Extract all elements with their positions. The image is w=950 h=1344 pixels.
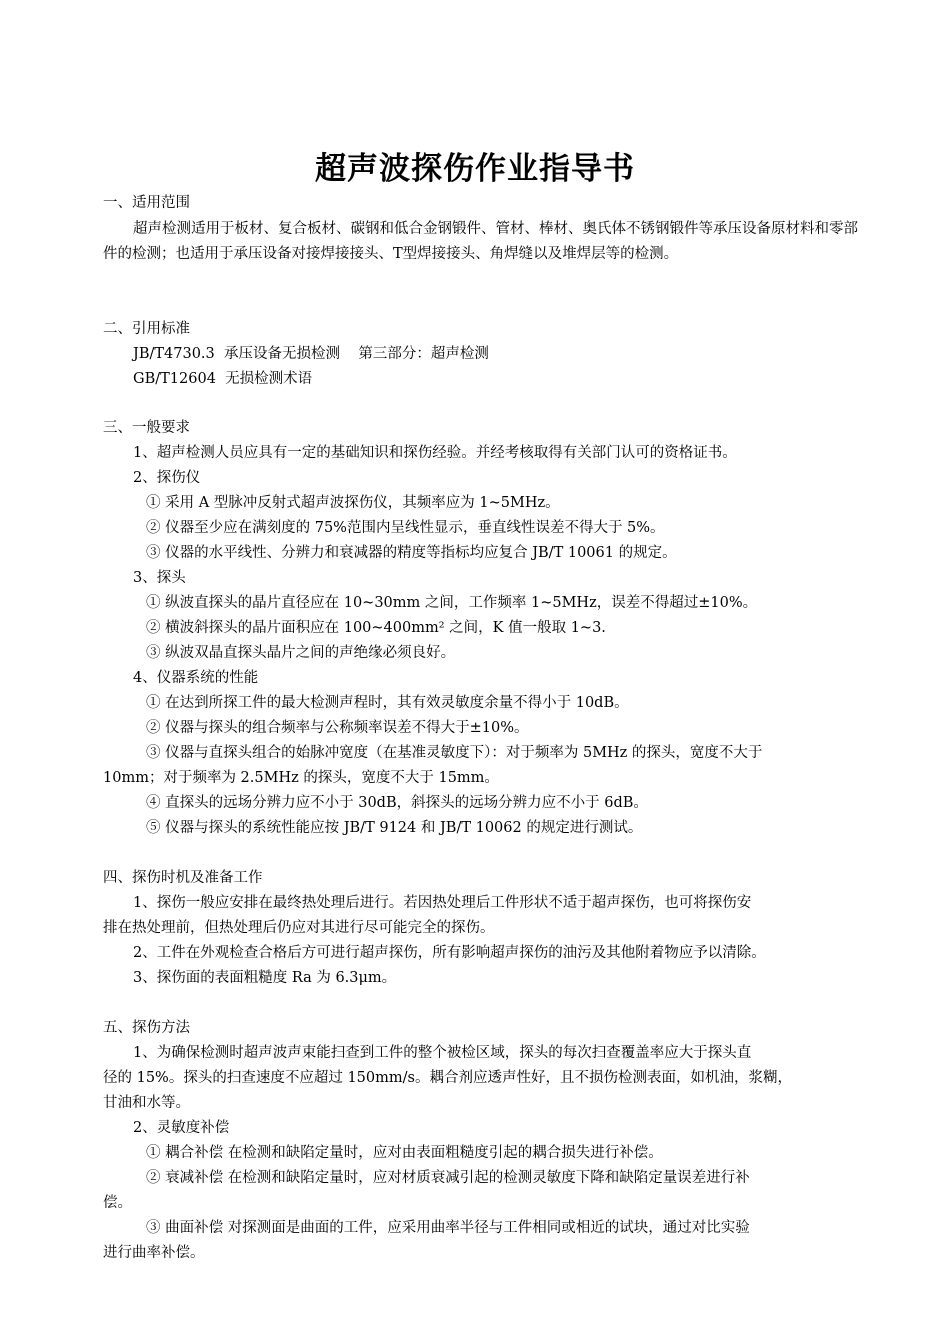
- sub-item: ③ 曲面补偿 对探测面是曲面的工件，应采用曲率半径与工件相同或相近的试块，通过对比实验: [146, 1220, 750, 1236]
- list-item: 1、探伤一般应安排在最终热处理后进行。若因热处理后工件形状不适于超声探伤，也可将探伤安: [133, 895, 752, 911]
- sub-item: ③ 纵波双晶直探头晶片之间的声绝缘必须良好。: [146, 645, 456, 661]
- list-item: 3、探头: [133, 570, 186, 586]
- list-item: 2、探伤仪: [133, 470, 201, 486]
- section-1-heading: 一、适用范围: [103, 195, 190, 211]
- sub-item: ① 纵波直探头的晶片直径应在 10~30mm 之间，工作频率 1~5MHz，误差不得超过±10%。: [146, 595, 758, 611]
- list-item: 1、为确保检测时超声波声束能扫查到工件的整个被检区域，探头的每次扫查覆盖率应大于探头直: [133, 1045, 752, 1061]
- list-item: 2、工件在外观检查合格后方可进行超声探伤，所有影响超声探伤的油污及其他附着物应予以清除。: [133, 945, 766, 961]
- standard-item: JB/T4730.3 承压设备无损检测 第三部分：超声检测: [133, 346, 489, 362]
- sub-item-continuation: 进行曲率补偿。: [103, 1245, 205, 1261]
- sub-item-continuation: 10mm；对于频率为 2.5MHz 的探头，宽度不大于 15mm。: [103, 770, 499, 786]
- list-item-continuation: 径的 15%。探头的扫查速度不应超过 150mm/s。耦合剂应透声性好，且不损伤检测表面，如机油，浆糊，: [103, 1070, 792, 1086]
- section-5-heading: 五、探伤方法: [103, 1020, 190, 1036]
- sub-item: ① 采用 A 型脉冲反射式超声波探伤仪，其频率应为 1~5MHz。: [146, 495, 560, 511]
- sub-item: ⑤ 仪器与探头的系统性能应按 JB/T 9124 和 JB/T 10062 的规定进行测试。: [146, 820, 643, 836]
- sub-item: ② 仪器与探头的组合频率与公称频率误差不得大于±10%。: [146, 720, 529, 736]
- section-4-heading: 四、探伤时机及准备工作: [103, 870, 263, 886]
- sub-item-continuation: 偿。: [103, 1195, 132, 1211]
- list-item: 2、灵敏度补偿: [133, 1120, 230, 1136]
- section-1-paragraph: 超声检测适用于板材、复合板材、碳钢和低合金钢锻件、管材、棒材、奥氏体不锈钢锻件等承压设备原材料和零部件的检测；也适用于承压设备对接焊接接头、T型焊接接头、角焊缝以及堆焊层等的检测。: [103, 221, 858, 262]
- sub-item: ② 衰减补偿 在检测和缺陷定量时，应对材质衰减引起的检测灵敏度下降和缺陷定量误差进行补: [146, 1170, 750, 1186]
- standard-item: GB/T12604 无损检测术语: [133, 371, 313, 387]
- sub-item: ② 仪器至少应在满刻度的 75%范围内呈线性显示，垂直线性误差不得大于 5%。: [146, 520, 665, 536]
- document-title: 超声波探伤作业指导书: [315, 151, 635, 187]
- sub-item: ① 在达到所探工件的最大检测声程时，其有效灵敏度余量不得小于 10dB。: [146, 695, 629, 711]
- section-2-heading: 二、引用标准: [103, 321, 190, 337]
- sub-item: ③ 仪器与直探头组合的始脉冲宽度（在基准灵敏度下）：对于频率为 5MHz 的探头，宽度不大于: [146, 745, 763, 761]
- sub-item: ① 耦合补偿 在检测和缺陷定量时，应对由表面粗糙度引起的耦合损失进行补偿。: [146, 1145, 663, 1161]
- sub-item: ③ 仪器的水平线性、分辨力和衰减器的精度等指标均应复合 JB/T 10061 的规定。: [146, 545, 677, 561]
- list-item: 4、仪器系统的性能: [133, 670, 259, 686]
- section-3-heading: 三、一般要求: [103, 420, 190, 436]
- list-item-continuation: 甘油和水等。: [103, 1095, 190, 1111]
- list-item-continuation: 排在热处理前，但热处理后仍应对其进行尽可能完全的探伤。: [103, 920, 495, 936]
- sub-item: ④ 直探头的远场分辨力应不小于 30dB，斜探头的远场分辨力应不小于 6dB。: [146, 795, 648, 811]
- list-item: 1、超声检测人员应具有一定的基础知识和探伤经验。并经考核取得有关部门认可的资格证书。: [133, 445, 737, 461]
- list-item: 3、探伤面的表面粗糙度 Ra 为 6.3μm。: [133, 970, 397, 986]
- sub-item: ② 横波斜探头的晶片面积应在 100~400mm² 之间，K 值一般取 1~3.: [146, 620, 606, 636]
